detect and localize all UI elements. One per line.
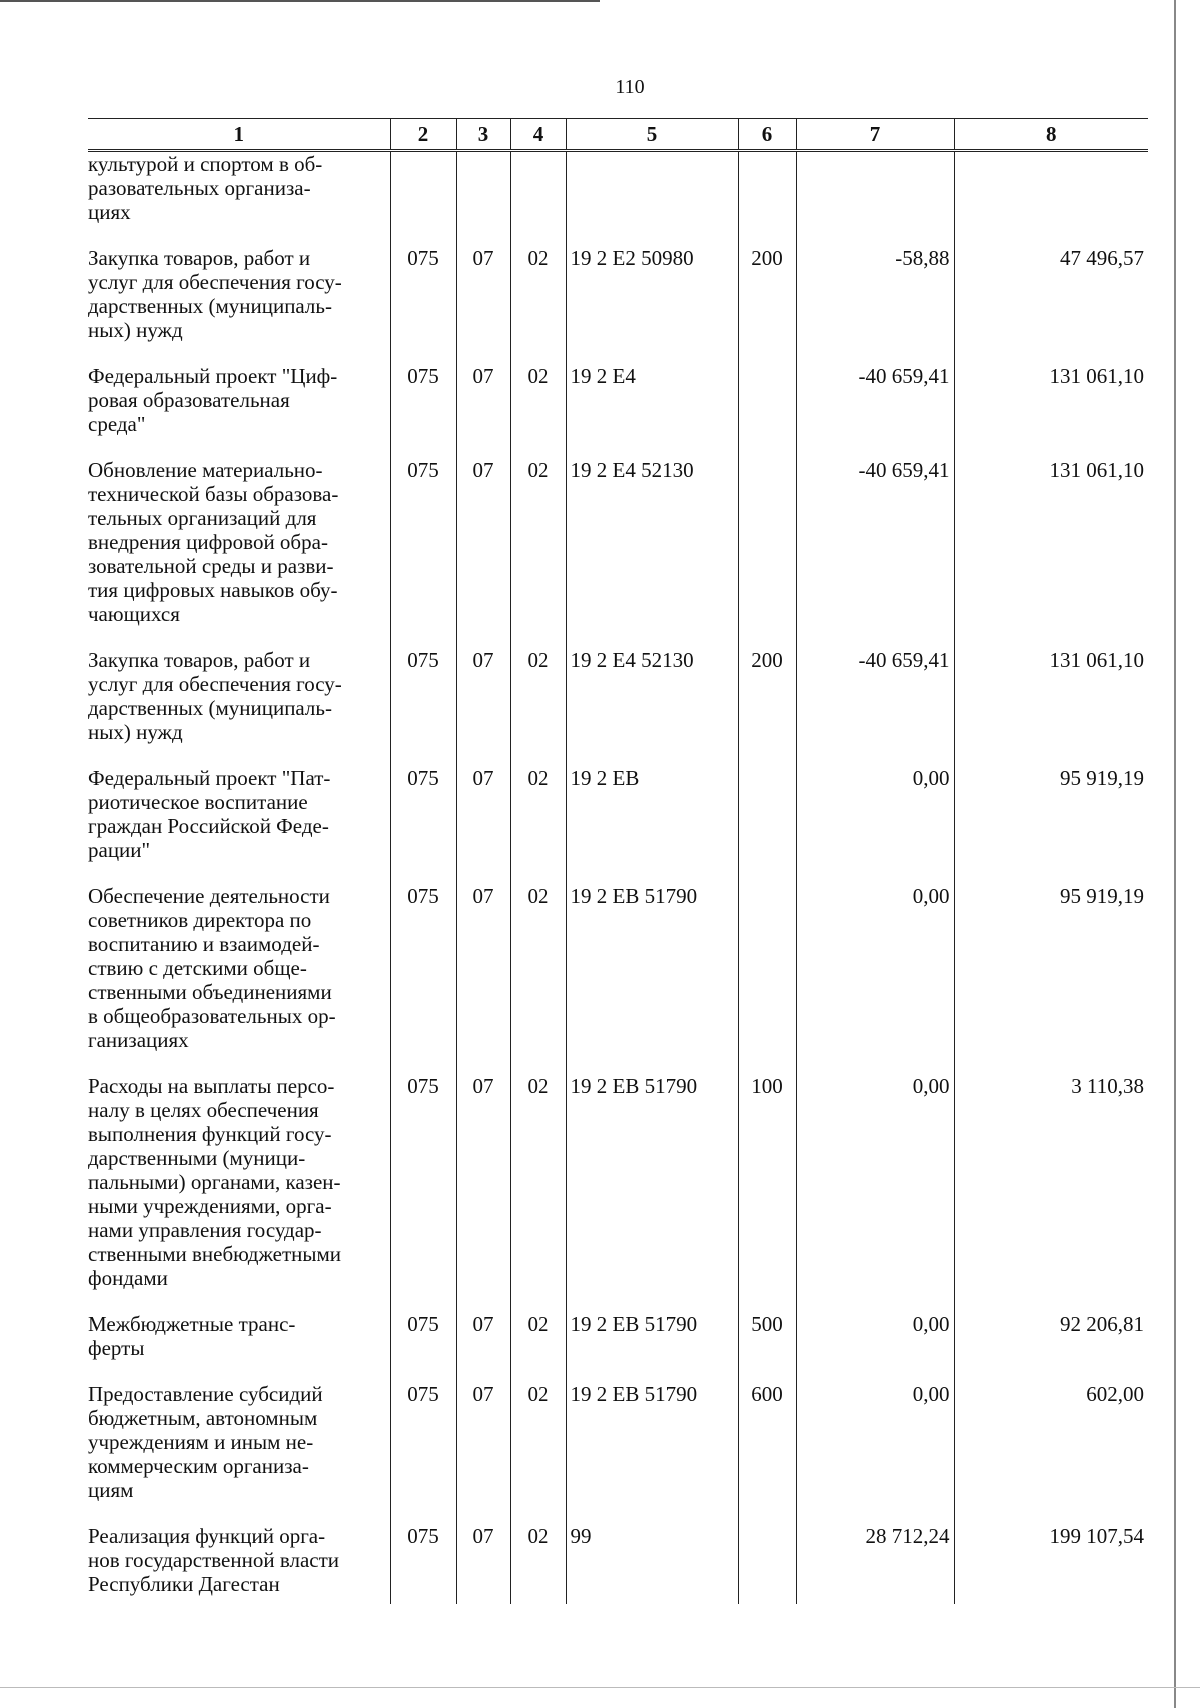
amount-total-cell: 131 061,10 [954, 364, 1148, 458]
row-name-cell: культурой и спортом в об- разовательных организа- циях [88, 152, 323, 224]
ministry-code-cell: 075 [390, 1074, 456, 1312]
column-header-3: 3 [456, 119, 510, 151]
amount-total-cell: 95 919,19 [954, 884, 1148, 1074]
amount-total-cell: 47 496,57 [954, 246, 1148, 364]
ministry-code-cell: 075 [390, 648, 456, 766]
subsection-code-cell: 02 [510, 648, 566, 766]
expense-type-cell [738, 1524, 796, 1604]
subsection-code-cell: 02 [510, 1524, 566, 1604]
row-name-cell: Расходы на выплаты персо- налу в целях обеспечения выполнения функций госу- дарственными (муници- пальными) органами, казен- ными учреждениями, орга- нами управления государ- ственными внебюджетными фондами [88, 1074, 342, 1290]
subsection-code-cell: 02 [510, 364, 566, 458]
target-article-cell: 19 2 EB 51790 [566, 884, 738, 1074]
target-article-cell: 19 2 E4 52130 [566, 458, 738, 648]
row-name-cell: Межбюджетные транс- ферты [88, 1312, 296, 1360]
section-code-cell: 07 [456, 1382, 510, 1524]
table-row [88, 648, 1148, 766]
column-header-7: 7 [796, 119, 954, 151]
scan-edge-right [1174, 0, 1176, 1708]
ministry-code-cell: 075 [390, 246, 456, 364]
row-name-cell: Обеспечение деятельности советников директора по воспитанию и взаимодей- ствию с детскими обще- ственными объединениями в общеобразовательных ор- ганизациях [88, 884, 336, 1052]
table-row [88, 884, 1148, 1074]
subsection-code-cell: 02 [510, 458, 566, 648]
target-article-cell: 19 2 E4 52130 [566, 648, 738, 766]
subsection-code-cell [510, 151, 566, 247]
amount-change-cell: -40 659,41 [796, 364, 954, 458]
target-article-cell: 99 [566, 1524, 738, 1604]
amount-change-cell: 0,00 [796, 1312, 954, 1382]
amount-total-cell: 95 919,19 [954, 766, 1148, 884]
target-article-cell: 19 2 EB 51790 [566, 1074, 738, 1312]
column-header-4: 4 [510, 119, 566, 151]
target-article-cell: 19 2 EB 51790 [566, 1312, 738, 1382]
header-row [88, 119, 1148, 151]
target-article-cell [566, 151, 738, 247]
expense-type-cell: 600 [738, 1382, 796, 1524]
expense-type-cell [738, 458, 796, 648]
column-header-8: 8 [954, 119, 1148, 151]
subsection-code-cell: 02 [510, 1312, 566, 1382]
subsection-code-cell: 02 [510, 1382, 566, 1524]
target-article-cell: 19 2 E4 [566, 364, 738, 458]
row-name-cell: Предоставление субсидий бюджетным, автономным учреждениям и иным не- коммерческим организа- циям [88, 1382, 323, 1502]
amount-total-cell: 92 206,81 [954, 1312, 1148, 1382]
row-name-cell: Закупка товаров, работ и услуг для обеспечения госу- дарственных (муниципаль- ных) нужд [88, 648, 342, 744]
section-code-cell: 07 [456, 364, 510, 458]
expense-type-cell [738, 364, 796, 458]
target-article-cell: 19 2 EB [566, 766, 738, 884]
row-name-cell: Обновление материально- технической базы образова- тельных организаций для внедрения цифровой обра- зовательной среды и разви- тия цифровых навыков обу- чающихся [88, 458, 339, 626]
table-body [88, 151, 1148, 1605]
section-code-cell: 07 [456, 246, 510, 364]
amount-total-cell: 131 061,10 [954, 648, 1148, 766]
ministry-code-cell [390, 151, 456, 247]
table-row [88, 364, 1148, 458]
column-header-5: 5 [566, 119, 738, 151]
amount-total-cell [954, 151, 1148, 247]
section-code-cell: 07 [456, 766, 510, 884]
table-row [88, 1074, 1148, 1312]
subsection-code-cell: 02 [510, 884, 566, 1074]
section-code-cell [456, 151, 510, 247]
amount-total-cell: 3 110,38 [954, 1074, 1148, 1312]
table-row [88, 1382, 1148, 1524]
expense-type-cell [738, 151, 796, 247]
amount-change-cell: 0,00 [796, 766, 954, 884]
row-name-cell: Федеральный проект "Циф- ровая образовательная среда" [88, 364, 338, 436]
section-code-cell: 07 [456, 884, 510, 1074]
section-code-cell: 07 [456, 1312, 510, 1382]
column-header-6: 6 [738, 119, 796, 151]
column-header-1: 1 [88, 119, 390, 151]
expense-type-cell: 500 [738, 1312, 796, 1382]
amount-change-cell: -40 659,41 [796, 458, 954, 648]
section-code-cell: 07 [456, 1074, 510, 1312]
target-article-cell: 19 2 E2 50980 [566, 246, 738, 364]
ministry-code-cell: 075 [390, 1312, 456, 1382]
table-row [88, 151, 1148, 247]
budget-table [88, 118, 1148, 1604]
amount-change-cell: 0,00 [796, 1074, 954, 1312]
amount-total-cell: 602,00 [954, 1382, 1148, 1524]
ministry-code-cell: 075 [390, 884, 456, 1074]
expense-type-cell: 200 [738, 246, 796, 364]
section-code-cell: 07 [456, 1524, 510, 1604]
section-code-cell: 07 [456, 648, 510, 766]
amount-change-cell: 0,00 [796, 884, 954, 1074]
ministry-code-cell: 075 [390, 364, 456, 458]
amount-total-cell: 199 107,54 [954, 1524, 1148, 1604]
subsection-code-cell: 02 [510, 766, 566, 884]
subsection-code-cell: 02 [510, 246, 566, 364]
expense-type-cell: 200 [738, 648, 796, 766]
page-number: 110 [615, 76, 645, 98]
table-row [88, 766, 1148, 884]
amount-change-cell [796, 151, 954, 247]
ministry-code-cell: 075 [390, 1524, 456, 1604]
amount-change-cell: 28 712,24 [796, 1524, 954, 1604]
subsection-code-cell: 02 [510, 1074, 566, 1312]
expense-type-cell [738, 884, 796, 1074]
table-row [88, 1312, 1148, 1382]
ministry-code-cell: 075 [390, 458, 456, 648]
amount-change-cell: -40 659,41 [796, 648, 954, 766]
amount-total-cell: 131 061,10 [954, 458, 1148, 648]
row-name-cell: Федеральный проект "Пат- риотическое воспитание граждан Российской Феде- рации" [88, 766, 331, 862]
column-header-2: 2 [390, 119, 456, 151]
target-article-cell: 19 2 EB 51790 [566, 1382, 738, 1524]
expense-type-cell [738, 766, 796, 884]
row-name-cell: Закупка товаров, работ и услуг для обеспечения госу- дарственных (муниципаль- ных) нужд [88, 246, 342, 342]
amount-change-cell: 0,00 [796, 1382, 954, 1524]
section-code-cell: 07 [456, 458, 510, 648]
table-row [88, 246, 1148, 364]
scan-edge-bottom [0, 1687, 1200, 1688]
ministry-code-cell: 075 [390, 1382, 456, 1524]
row-name-cell: Реализация функций орга- нов государственной власти Республики Дагестан [88, 1524, 339, 1596]
expense-type-cell: 100 [738, 1074, 796, 1312]
table-row [88, 1524, 1148, 1604]
ministry-code-cell: 075 [390, 766, 456, 884]
amount-change-cell: -58,88 [796, 246, 954, 364]
table-row [88, 458, 1148, 648]
scan-edge-top [0, 0, 600, 2]
